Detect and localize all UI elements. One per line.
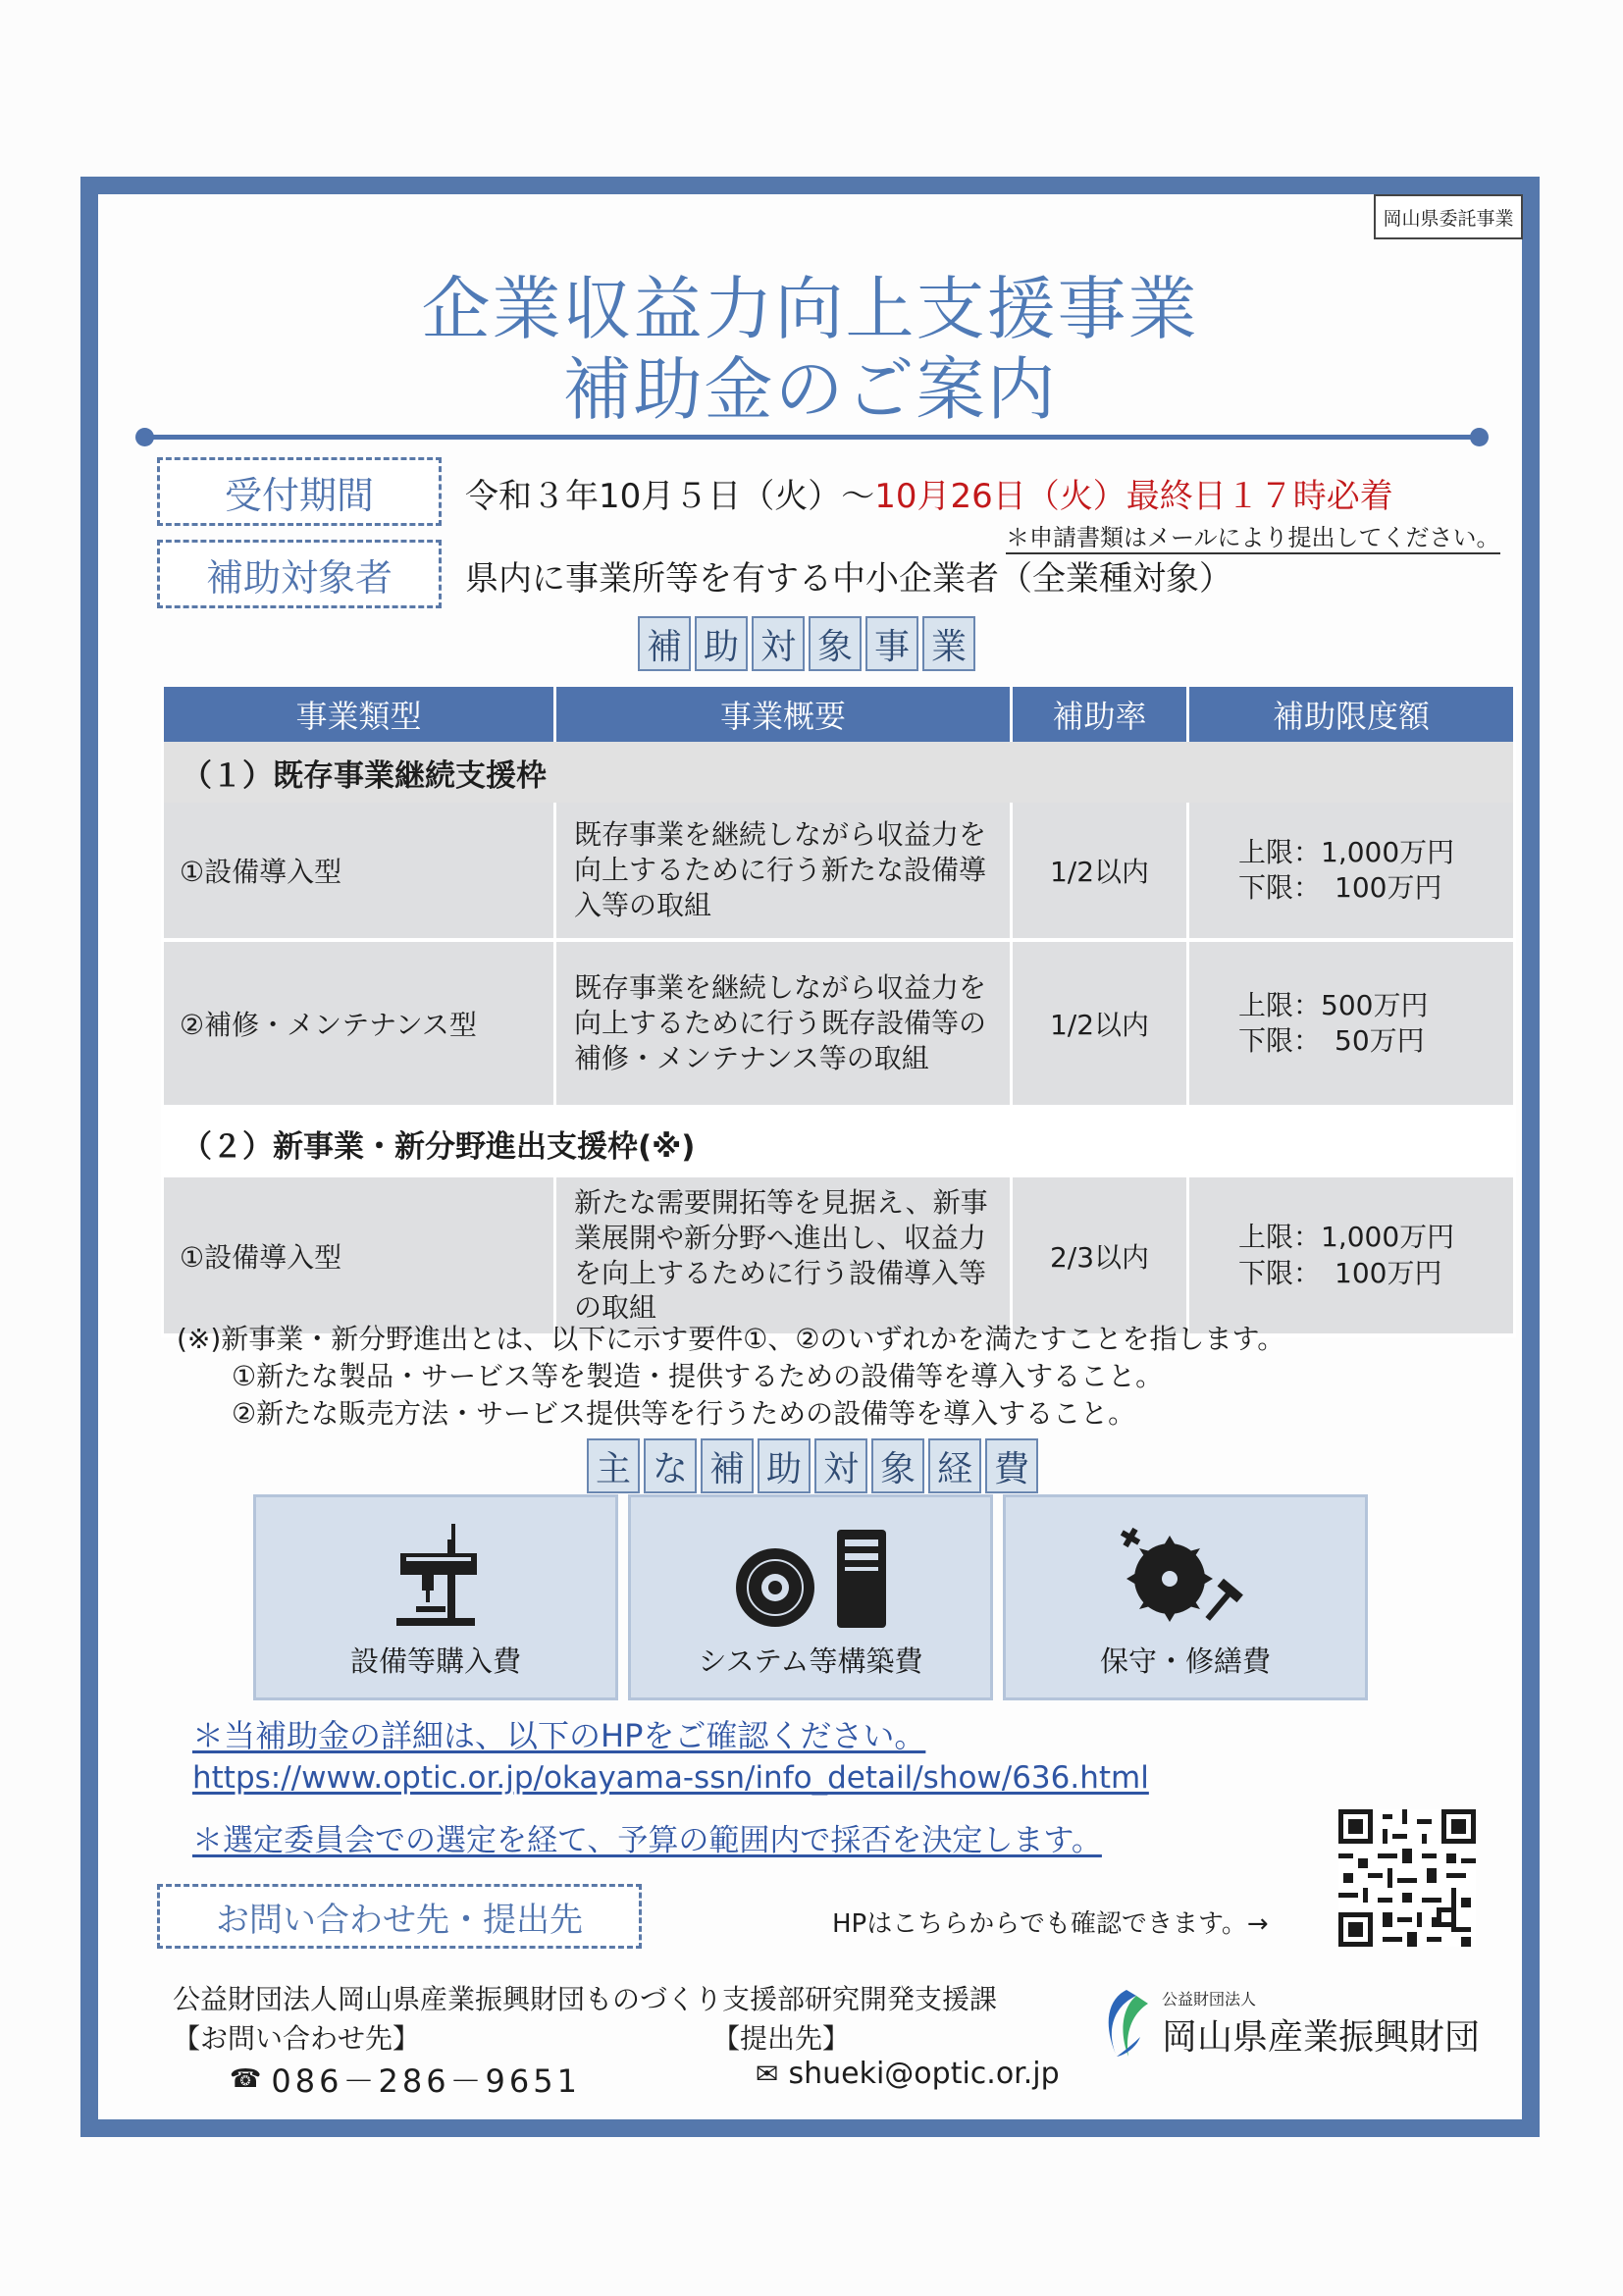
period-value [465, 469, 1393, 517]
group-title-row [163, 1107, 1515, 1177]
detail-url-link[interactable]: https://www.optic.or.jp/okayama-ssn/info_detail/show/636.html [192, 1760, 1149, 1796]
expense-label: 保守・修繕費 [1099, 1644, 1271, 1678]
drill-press-icon [387, 1520, 485, 1628]
logo-small-text: 公益財団法人 [1162, 1990, 1257, 2009]
projects-heading [638, 616, 975, 671]
inquiry-label: 【お問い合わせ先】 [173, 2022, 421, 2055]
period-start: 令和３年10月５日（火）～ [465, 477, 875, 516]
expenses-heading [587, 1438, 1038, 1493]
target-value: 県内に事業所等を有する中小企業者（全業種対象） [465, 559, 1232, 599]
cell-summary: 新たな需要開拓等を見据え、新事業展開や新分野へ進出し、収益力を向上するために行う設備導入等の取組 [555, 1177, 1012, 1335]
cell-summary: 既存事業を継続しながら収益力を向上するために行う既存設備等の補修・メンテナンス等の取組 [555, 940, 1012, 1107]
heading-char: 主 [587, 1438, 640, 1493]
period-note: ＊申請書類はメールにより提出してください。 [1006, 518, 1500, 554]
group-title: （１）既存事業継続支援枠 [163, 742, 1515, 803]
footnote [177, 1321, 1284, 1432]
phone-icon: ☎ [230, 2064, 262, 2094]
divider-dot-right [1470, 428, 1489, 446]
commission-badge: 岡山県委託事業 [1374, 194, 1523, 239]
heading-char: 事 [865, 616, 918, 671]
foundation-logo-icon [1097, 1986, 1152, 2061]
expense-panel-maintenance [1003, 1494, 1368, 1700]
heading-char: 補 [638, 616, 691, 671]
computer-tower-icon [837, 1530, 886, 1628]
expense-panels [253, 1494, 1368, 1700]
cell-limit [1188, 803, 1515, 940]
col-header-limit: 補助限度額 [1188, 687, 1515, 742]
limit-upper: 上限：500万円 [1238, 988, 1429, 1021]
qr-note: HPはこちらからでも確認できます。→ [832, 1909, 1269, 1939]
table-row [163, 1177, 1515, 1335]
qr-code-icon[interactable] [1338, 1809, 1476, 1947]
saw-blade-hammer-icon [1117, 1520, 1254, 1628]
divider-dot-left [135, 428, 154, 446]
heading-char: 助 [758, 1438, 811, 1493]
contact-label: お問い合わせ先・提出先 [157, 1884, 642, 1949]
cell-type: ①設備導入型 [163, 803, 555, 940]
limit-lower: 下限： 100万円 [1238, 871, 1442, 904]
footnote-line1: (※)新事業・新分野進出とは、以下に示す要件①、②のいずれかを満たすことを指します。 [177, 1323, 1285, 1355]
title-divider [143, 435, 1479, 440]
heading-char: 対 [814, 1438, 867, 1493]
footnote-line3: ②新たな販売方法・サービス提供等を行うための設備等を導入すること。 [232, 1396, 1136, 1430]
expense-panel-system [628, 1494, 993, 1700]
detail-note: ＊当補助金の詳細は、以下のHPをご確認ください。 [192, 1717, 926, 1754]
limit-upper: 上限：1,000万円 [1238, 1221, 1455, 1254]
page-title-line2: 補助金のご案内 [562, 349, 1058, 430]
heading-char: な [644, 1438, 697, 1493]
table-header-row [163, 687, 1515, 742]
cell-summary: 既存事業を継続しながら収益力を向上するために行う新たな設備導入等の取組 [555, 803, 1012, 940]
logo-name: 岡山県産業振興財団 [1162, 2017, 1481, 2058]
expense-label: 設備等購入費 [349, 1644, 521, 1678]
foundation-logo [1097, 1986, 1480, 2061]
heading-char: 象 [871, 1438, 924, 1493]
footnote-line2: ①新たな製品・サービス等を製造・提供するための設備等を導入すること。 [232, 1359, 1164, 1392]
col-header-rate: 補助率 [1012, 687, 1188, 742]
phone-number: 086－286－9651 [271, 2062, 581, 2100]
heading-char: 象 [809, 616, 862, 671]
heading-char: 経 [928, 1438, 981, 1493]
limit-upper: 上限：1,000万円 [1238, 835, 1455, 868]
limit-lower: 下限： 50万円 [1238, 1024, 1425, 1057]
page-title-line1: 企業収益力向上支援事業 [421, 269, 1199, 349]
period-deadline: 10月26日（火）最終日１７時必着 [874, 477, 1393, 516]
cell-limit [1188, 1177, 1515, 1335]
email-row [756, 2057, 1060, 2091]
cell-rate: 1/2以内 [1012, 940, 1188, 1107]
email-address[interactable]: shueki@optic.or.jp [788, 2057, 1060, 2091]
phone-row [230, 2057, 581, 2102]
page-inner [98, 194, 1522, 2119]
disc-icon [735, 1547, 815, 1628]
period-label: 受付期間 [157, 457, 442, 526]
expense-panel-equipment [253, 1494, 618, 1700]
cell-type: ①設備導入型 [163, 1177, 555, 1335]
submit-label: 【提出先】 [712, 2022, 851, 2055]
col-header-summary: 事業概要 [555, 687, 1012, 742]
cell-rate: 1/2以内 [1012, 803, 1188, 940]
subsidy-table [161, 687, 1516, 1337]
heading-char: 助 [695, 616, 748, 671]
heading-char: 補 [701, 1438, 754, 1493]
cell-limit [1188, 940, 1515, 1107]
mail-icon: ✉ [756, 2058, 779, 2090]
cell-rate: 2/3以内 [1012, 1177, 1188, 1335]
contact-org: 公益財団法人岡山県産業振興財団ものづくり支援部研究開発支援課 [173, 1983, 998, 2015]
group-title-row [163, 742, 1515, 803]
heading-char: 費 [985, 1438, 1038, 1493]
col-header-type: 事業類型 [163, 687, 555, 742]
heading-char: 業 [922, 616, 975, 671]
table-row [163, 803, 1515, 940]
heading-char: 対 [752, 616, 805, 671]
limit-lower: 下限： 100万円 [1238, 1256, 1442, 1289]
expense-label: システム等構築費 [698, 1644, 923, 1678]
target-label: 補助対象者 [157, 540, 442, 608]
selection-note: ＊選定委員会での選定を経て、予算の範囲内で採否を決定します。 [192, 1823, 1102, 1858]
page-frame [80, 177, 1540, 2137]
table-row [163, 940, 1515, 1107]
group-title: （２）新事業・新分野進出支援枠(※) [163, 1107, 1515, 1177]
cell-type: ②補修・メンテナンス型 [163, 940, 555, 1107]
